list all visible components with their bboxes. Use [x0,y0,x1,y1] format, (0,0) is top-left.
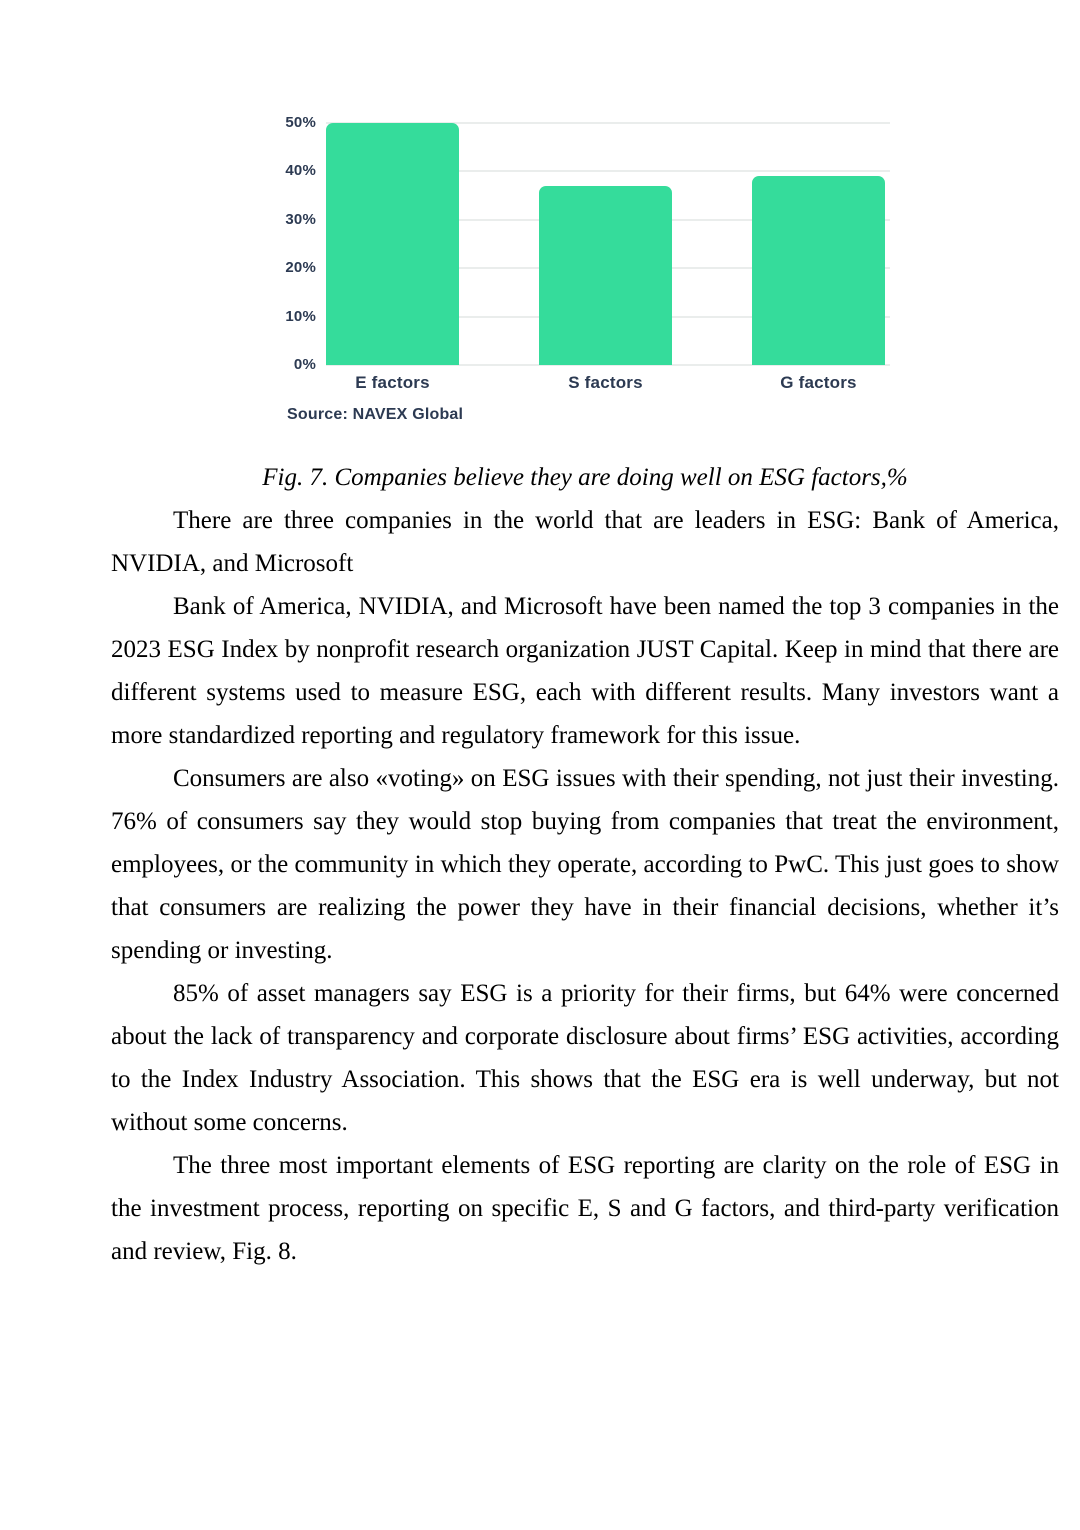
paragraph: The three most important elements of ESG reporting are clarity on the role of ESG in the investment process, reporting on specific E, S and G factors, and third-party verification and review, Fig. 8. [111,1152,1059,1265]
paragraph: 85% of asset managers say ESG is a priority for their firms, but 64% were concerned about the lack of transparency and corporate disclosure about firms’ ESG activities, according to the Index Industry Association. This shows that the ESG era is well underway, but not without some concerns. [111,980,1059,1136]
bar-e-factors [326,123,459,365]
y-tick-label: 10% [285,307,316,325]
paragraph: Consumers are also «voting» on ESG issues with their spending, not just their investing. 76% of consumers say they would stop buying from companies that treat the environment, employees, or the community in which they operate, according to PwC. This just goes to show that consumers are realizing the power they have in their financial decisions, whether it’s spending or investing. [111,765,1059,964]
x-category-label: E factors [355,373,430,392]
y-tick-label: 0% [293,356,316,373]
bar-g-factors [752,176,885,365]
x-category-label: G factors [780,373,857,392]
y-tick-label: 50% [285,114,316,131]
chart-plot [326,123,890,392]
figure-caption: Fig. 7. Companies believe they are doing well on ESG factors,% [262,464,908,491]
x-category-label: S factors [568,373,643,392]
y-tick-label: 20% [285,259,316,277]
text-column [111,456,1059,1273]
bar-s-factors [539,186,672,365]
paragraph: Bank of America, NVIDIA, and Microsoft have been named the top 3 companies in the 2023 ESG Index by nonprofit research organization JUST Capital. Keep in mind that there are different systems used to measure ESG, each with different results. Many investors want a more standardized reporting and regulatory framework for this issue. [111,593,1059,749]
esg-bar-chart [280,112,894,432]
y-tick-label: 40% [285,162,316,180]
chart-source-label: Source: NAVEX Global [287,406,464,423]
y-tick-label: 30% [285,210,316,228]
paragraph: There are three companies in the world that are leaders in ESG: Bank of America, NVIDIA, and Microsoft [111,507,1059,577]
